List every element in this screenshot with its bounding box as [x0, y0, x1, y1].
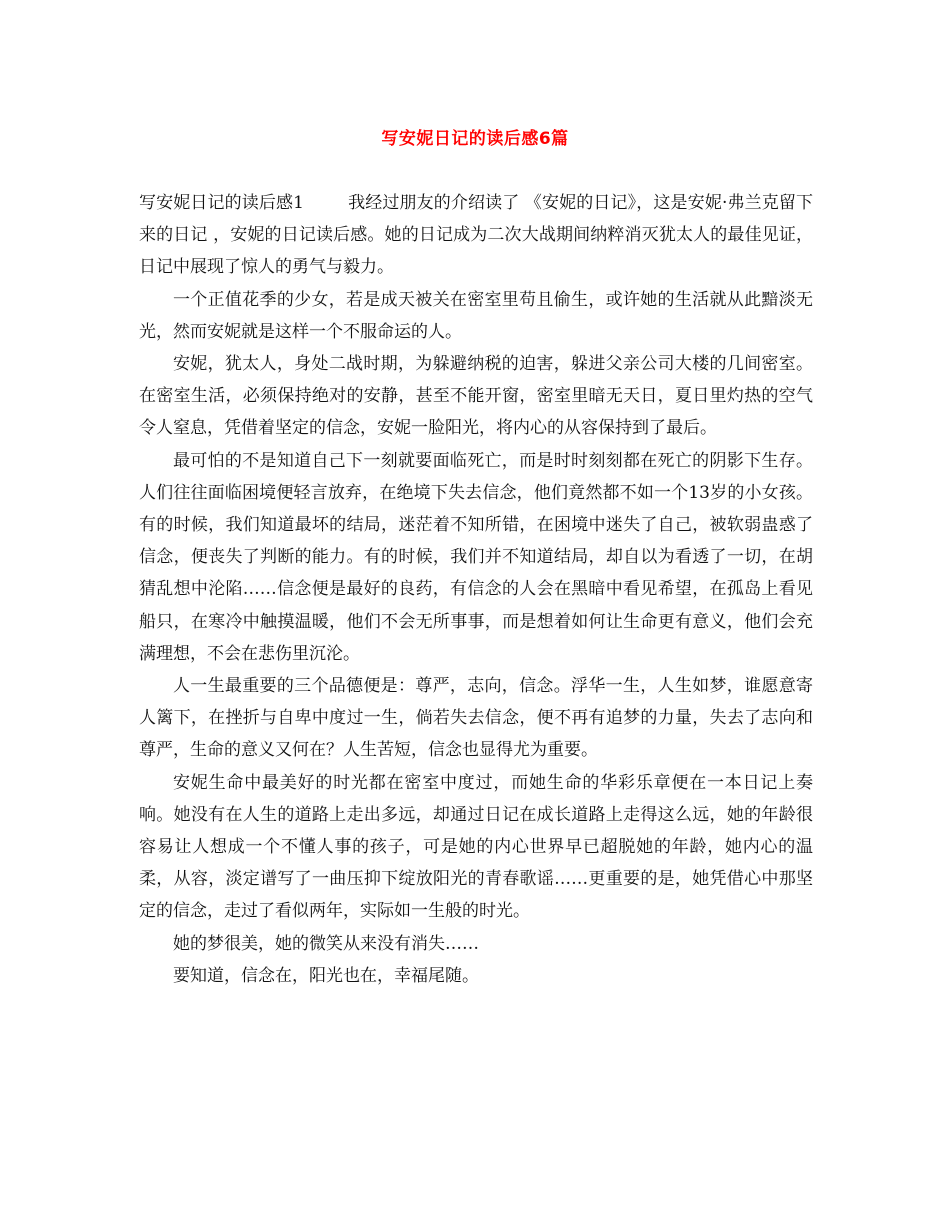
paragraph-2: 一个正值花季的少女，若是成天被关在密室里苟且偷生，或许她的生活就从此黯淡无光，然而安妮就是这样一个不服命运的人。	[139, 289, 813, 342]
paragraph-4: 最可怕的不是知道自己下一刻就要面临死亡，而是时时刻刻都在死亡的阴影下生存。人们往往面临困境便轻言放弃，在绝境下失去信念，他们竟然都不如一个13岁的小女孩。有的时候，我们知道最坏的结局，迷茫着不知所错，在困境中迷失了自己，被软弱蛊惑了信念，便丧失了判断的能力。有的时候，我们并不知道结局，却自以为看透了一切，在胡猜乱想中沦陷……信念便是最好的良药，有信念的人会在黑暗中看见希望，在孤岛上看见船只，在寒冷中触摸温暖，他们不会无所事事，而是想着如何让生命更有意义，他们会充满理想，不会在悲伤里沉沦。	[139, 450, 813, 664]
paragraph-8: 要知道，信念在，阳光也在，幸福尾随。	[173, 965, 479, 986]
paragraph-1-text: 我经过朋友的介绍读了 《安妮的日记》，这是安妮·弗兰克留下来的日记 ，安妮的日记读后感。她的日记成为二次大战期间纳粹消灭犹太人的最佳见证，日记中展现了惊人的勇气与毅力。	[139, 193, 813, 278]
paragraph-3: 安妮，犹太人，身处二战时期，为躲避纳税的迫害，躲进父亲公司大楼的几间密室。在密室生活，必须保持绝对的安静，甚至不能开窗，密室里暗无天日，夏日里灼热的空气令人窒息，凭借着坚定的信念，安妮一脸阳光，将内心的从容保持到了最后。	[139, 354, 813, 439]
paragraph-1	[139, 187, 813, 284]
paragraph-6: 安妮生命中最美好的时光都在密室中度过，而她生命的华彩乐章便在一本日记上奏响。她没有在人生的道路上走出多远，却通过日记在成长道路上走得这么远，她的年龄很容易让人想成一个不懂人事的孩子，可是她的内心世界早已超脱她的年龄，她内心的温柔，从容，淡定谱写了一曲压抑下绽放阳光的青春歌谣……更重要的是，她凭借心中那坚定的信念，走过了看似两年，实际如一生般的时光。	[139, 772, 813, 922]
section-heading: 写安妮日记的读后感1	[139, 193, 304, 213]
document-body	[139, 187, 813, 992]
paragraph-5: 人一生最重要的三个品德便是：尊严，志向，信念。浮华一生，人生如梦，谁愿意寄人篱下，在挫折与自卑中度过一生，倘若失去信念，便不再有追梦的力量，失去了志向和尊严，生命的意义又何在？人生苦短，信念也显得尤为重要。	[139, 676, 813, 761]
page-title: 写安妮日记的读后感6篇	[381, 129, 569, 149]
paragraph-7: 她的梦很美，她的微笑从来没有消失……	[173, 933, 479, 954]
